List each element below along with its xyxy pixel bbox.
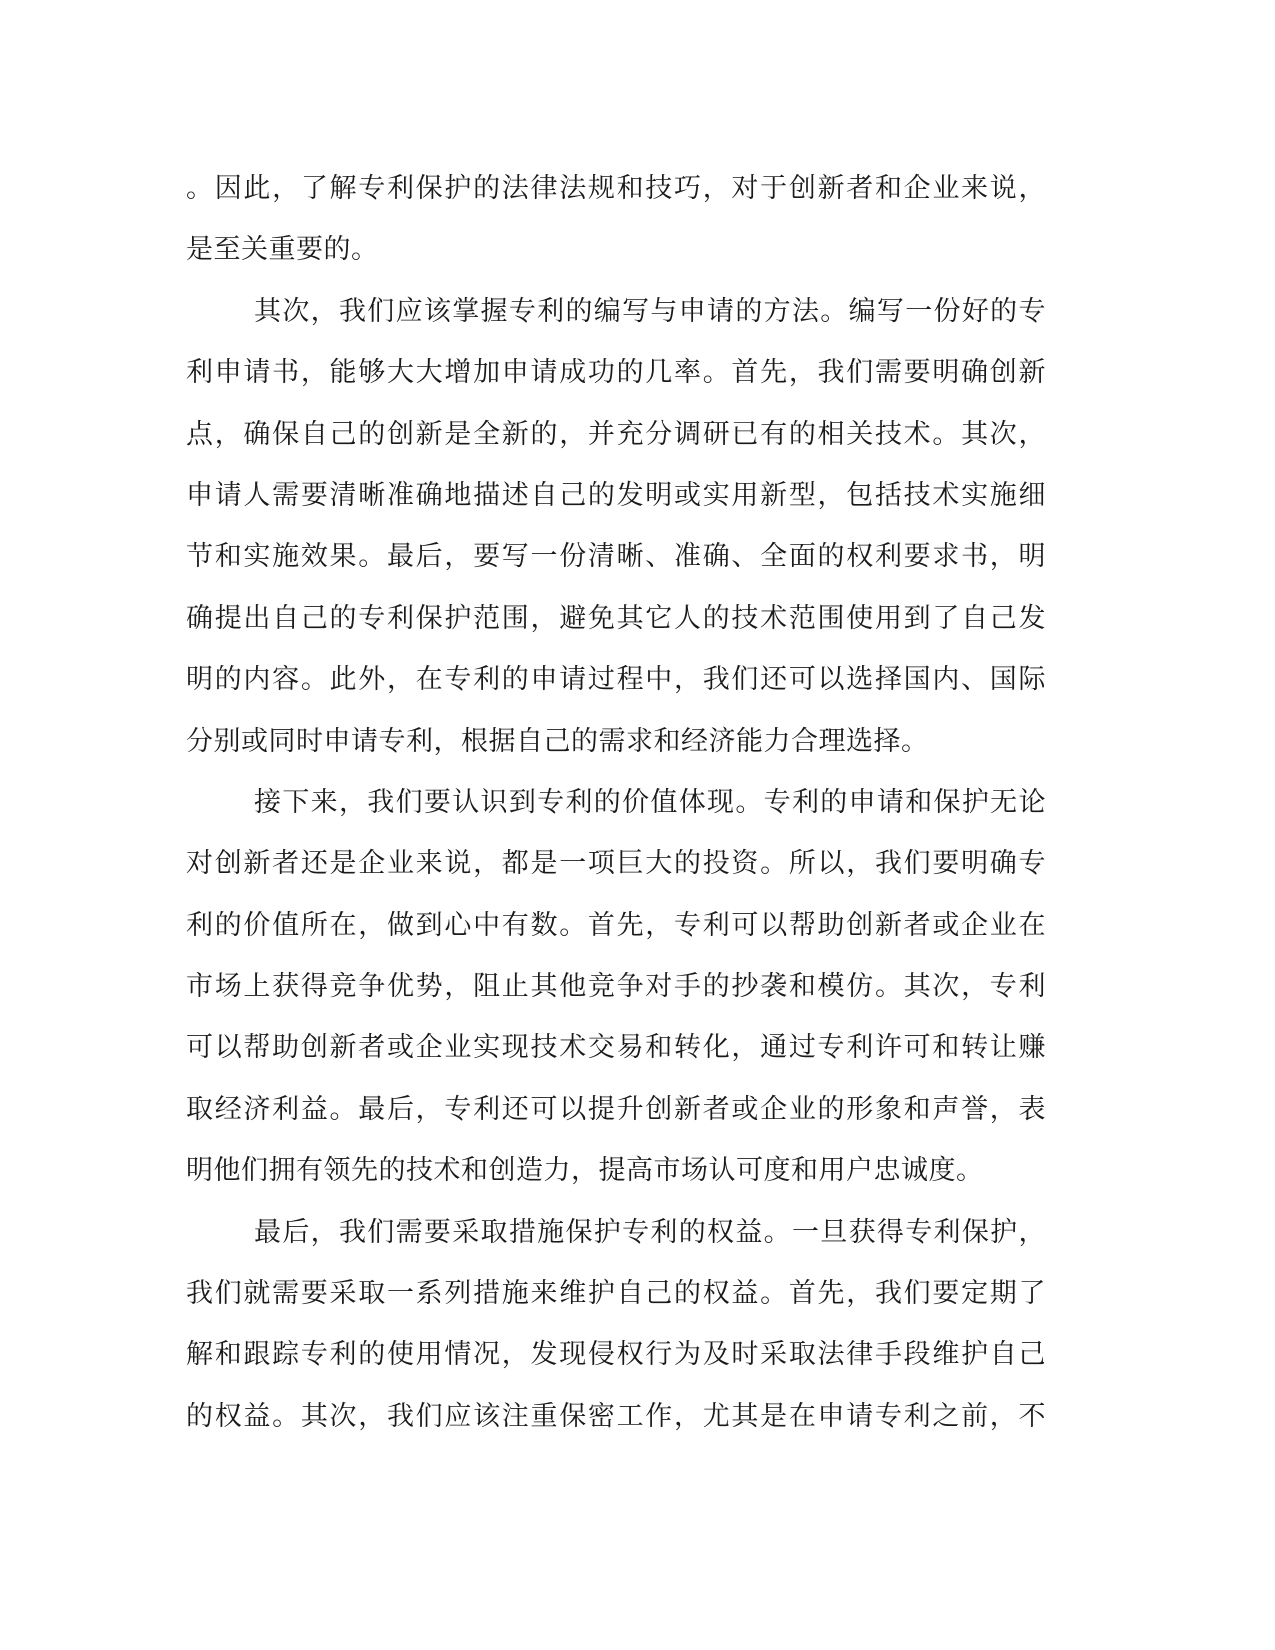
paragraph-4 [186,1202,1046,1448]
text-line: 对创新者还是企业来说，都是一项巨大的投资。所以，我们要明确专 [186,848,1046,880]
paragraph-3 [186,772,1046,1202]
text-line: 节和实施效果。最后，要写一份清晰、准确、全面的权利要求书，明 [186,541,1046,573]
text-line: 申请人需要清晰准确地描述自己的发明或实用新型，包括技术实施细 [186,479,1046,511]
text-line: 接下来，我们要认识到专利的价值体现。专利的申请和保护无论 [254,786,1046,818]
text-line: 。因此，了解专利保护的法律法规和技巧，对于创新者和企业来说， [186,173,1046,204]
text-line: 我们就需要采取一系列措施来维护自己的权益。首先，我们要定期了 [186,1278,1046,1310]
text-line: 利申请书，能够大大增加申请成功的几率。首先，我们需要明确创新 [186,357,1046,389]
paragraph-1 [186,158,1046,281]
text-line: 解和跟踪专利的使用情况，发现侵权行为及时采取法律手段维护自己 [186,1339,1046,1371]
text-line: 利的价值所在，做到心中有数。首先，专利可以帮助创新者或企业在 [186,909,1046,941]
text-line: 确提出自己的专利保护范围，避免其它人的技术范围使用到了自己发 [186,602,1046,634]
text-line: 点，确保自己的创新是全新的，并充分调研已有的相关技术。其次， [186,418,1046,450]
paragraph-2 [186,281,1046,772]
text-line: 其次，我们应该掌握专利的编写与申请的方法。编写一份好的专 [254,295,1046,327]
text-line: 明的内容。此外，在专利的申请过程中，我们还可以选择国内、国际 [186,664,1046,696]
text-line: 可以帮助创新者或企业实现技术交易和转化，通过专利许可和转让赚 [186,1032,1046,1064]
body-text [186,158,1046,1447]
text-line: 取经济利益。最后，专利还可以提升创新者或企业的形象和声誉，表 [186,1093,1046,1125]
text-line: 最后，我们需要采取措施保护专利的权益。一旦获得专利保护， [254,1216,1046,1248]
text-line: 分别或同时申请专利，根据自己的需求和经济能力合理选择。 [186,725,929,757]
text-line: 的权益。其次，我们应该注重保密工作，尤其是在申请专利之前，不 [186,1400,1046,1432]
text-line: 明他们拥有领先的技术和创造力，提高市场认可度和用户忠诚度。 [186,1155,984,1187]
text-line: 市场上获得竞争优势，阻止其他竞争对手的抄袭和模仿。其次，专利 [186,971,1046,1003]
text-line: 是至关重要的。 [186,234,379,266]
